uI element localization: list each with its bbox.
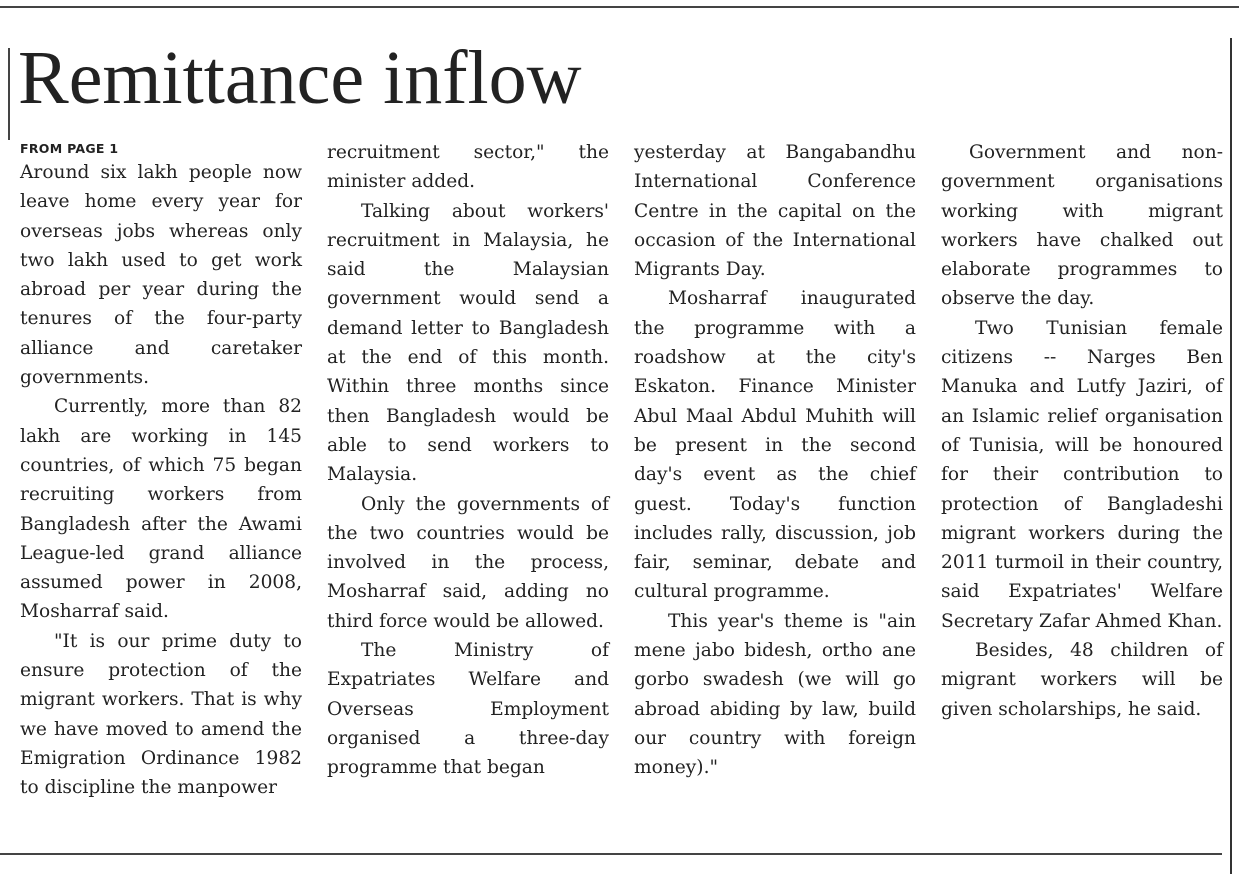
kicker: FROM PAGE 1 bbox=[20, 141, 119, 156]
headline-left-rule bbox=[8, 48, 10, 140]
paragraph: Around six lakh people now leave home every year for overseas jobs whereas only two lakh used to get work abroad per year during the tenures of the four-party alliance and caretaker governments. bbox=[20, 162, 302, 389]
paragraph: This year's theme is "ain mene jabo bidesh, ortho ane gorbo swadesh (we will go abroad abiding by law, build our country with foreign money)." bbox=[634, 610, 916, 779]
page-right-rule bbox=[1230, 38, 1232, 874]
paragraph: Currently, more than 82 lakh are working in 145 countries, of which 75 began recruiting workers from Bangladesh after the Awami League-led grand alliance assumed power in 2008, Mosharraf said. bbox=[20, 396, 302, 623]
paragraph: Government and non-government organisations working with migrant workers have chalked out elaborate programmes to observe the day. bbox=[941, 142, 1223, 310]
paragraph: yesterday at Bangabandhu International Conference Centre in the capital on the occasion of the International Migrants Day. bbox=[634, 142, 916, 281]
paragraph: Besides, 48 children of migrant workers will be given scholarships, he said. bbox=[941, 640, 1223, 720]
article-column-1 bbox=[20, 142, 302, 803]
article-column-3 bbox=[634, 138, 916, 783]
paragraph: recruitment sector," the minister added. bbox=[327, 142, 609, 193]
paragraph: Talking about workers' recruitment in Malaysia, he said the Malaysian government would send a demand letter to Bangladesh at the end of this month. Within three months since then Bangladesh would be able to send workers to Malaysia. bbox=[327, 200, 609, 486]
headline: Remittance inflow bbox=[18, 36, 582, 120]
bottom-rule bbox=[0, 853, 1222, 855]
paragraph: The Ministry of Expatriates Welfare and Overseas Employment organised a three-day programme that began bbox=[327, 640, 609, 779]
paragraph: "It is our prime duty to ensure protection of the migrant workers. That is why we have moved to amend the Emigration Ordinance 1982 to discipline the manpower bbox=[20, 630, 302, 799]
article-column-2 bbox=[327, 138, 609, 783]
paragraph: Two Tunisian female citizens -- Narges Ben Manuka and Lutfy Jaziri, of an Islamic relief organisation of Tunisia, will be honoured for their contribution to protection of Bangladeshi migrant workers during the 2011 turmoil in their country, said Expatriates' Welfare Secretary Zafar Ahmed Khan. bbox=[941, 317, 1223, 632]
top-rule bbox=[0, 6, 1239, 8]
article-column-4 bbox=[941, 138, 1223, 724]
paragraph: Mosharraf inaugurated the programme with a roadshow at the city's Eskaton. Finance Minister Abul Maal Abdul Muhith will be present in the second day's event as the chief guest. Today's function includes rally, discussion, job fair, seminar, debate and cultural programme. bbox=[634, 288, 916, 603]
paragraph: Only the governments of the two countries would be involved in the process, Mosharraf said, adding no third force would be allowed. bbox=[327, 493, 609, 632]
